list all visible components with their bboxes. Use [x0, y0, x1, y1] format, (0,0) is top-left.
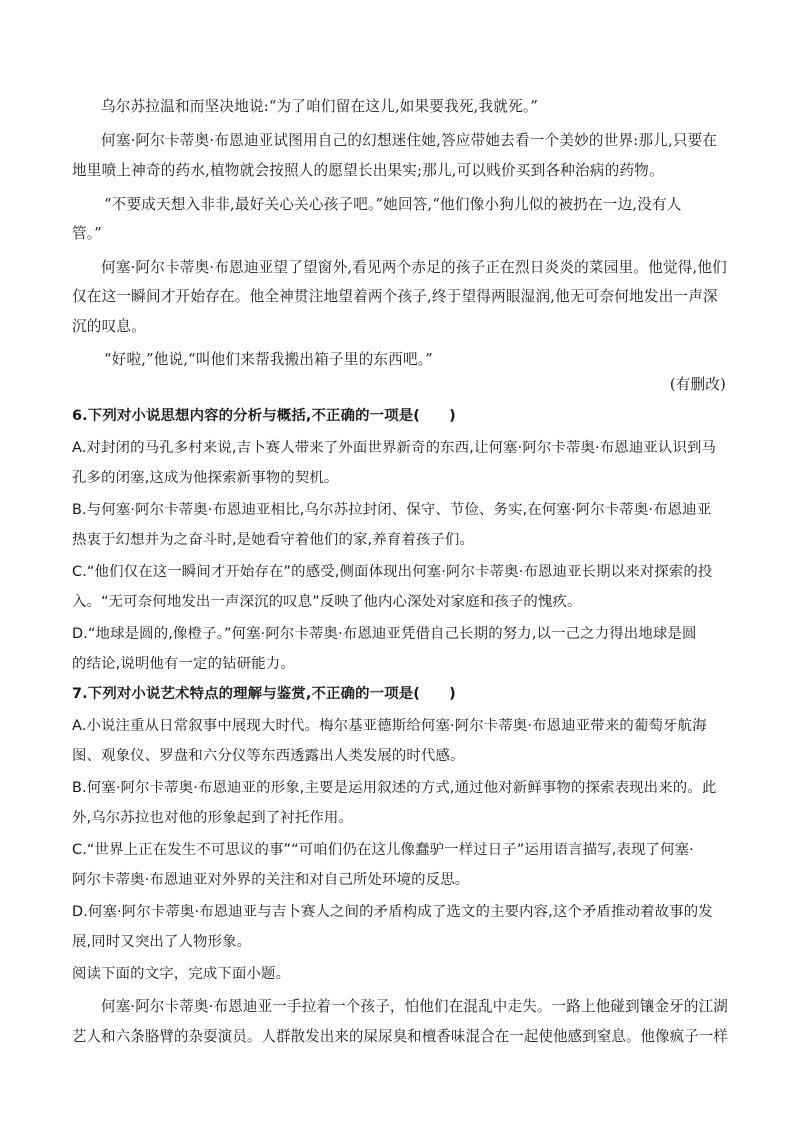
question-6-option-b-cont: 热衷于幻想并为之奋斗时,是她看守着他们的家,养育着孩子们。 [72, 532, 475, 548]
question-7-stem: 7.下列对小说艺术特点的理解与鉴赏,不正确的一项是( ) [72, 686, 456, 702]
question-7-option-a: A.小说注重从日常叙事中展现大时代。梅尔基亚德斯给何塞·阿尔卡蒂奥·布恩迪亚带来的葡萄牙航海 [72, 718, 707, 734]
story-paragraph-cont: 管。” [72, 225, 102, 242]
reading-instruction: 阅读下面的文字，完成下面小题。 [72, 966, 291, 982]
story-paragraph-cont: 沉的叹息。 [72, 318, 146, 335]
question-7-option-a-cont: 图、观象仪、罗盘和六分仪等东西透露出人类发展的时代感。 [72, 748, 465, 764]
question-6-option-c-cont: 入。“无可奈何地发出一声深沉的叹息”反映了他内心深处对家庭和孩子的愧疚。 [72, 594, 582, 610]
story-paragraph: 何塞·阿尔卡蒂奥·布恩迪亚试图用自己的幻想迷住她,答应带她去看一个美妙的世界:那儿,只要在 [101, 132, 718, 149]
question-7-option-d-cont: 展,同时又突出了人物形象。 [72, 934, 252, 950]
story-paragraph: 乌尔苏拉温和而坚决地说:“为了咱们留在这儿,如果要我死,我就死。” [101, 98, 539, 115]
story-paragraph-cont: 地里喷上神奇的药水,植物就会按照人的愿望长出果实;那儿,可以贱价买到各种治病的药物。 [72, 162, 664, 179]
question-6-option-a-cont: 孔多的闭塞,这成为他探索新事物的契机。 [72, 470, 339, 486]
story-paragraph-cont: 艺人和六条胳臂的杂耍演员。人群散发出来的屎尿臭和檀香味混合在一起使他感到窒息。他像疯子一样 [72, 1028, 729, 1045]
story-paragraph: “不要成天想入非非,最好关心关心孩子吧。”她回答,“他们像小狗儿似的被扔在一边,没有人 [104, 196, 682, 213]
question-7-option-b: B.何塞·阿尔卡蒂奥·布恩迪亚的形象,主要是运用叙述的方式,通过他对新鲜事物的探索表现出来的。此 [72, 780, 717, 796]
edit-note: (有删改) [669, 376, 726, 393]
question-6-stem: 6.下列对小说思想内容的分析与概括,不正确的一项是( ) [72, 408, 456, 424]
question-7-option-b-cont: 外,乌尔苏拉也对他的形象起到了衬托作用。 [72, 810, 353, 826]
story-paragraph-cont: 仅在这一瞬间才开始存在。他全神贯注地望着两个孩子,终于望得两眼湿润,他无可奈何地发出一声深 [72, 288, 718, 305]
question-7-option-d: D.何塞·阿尔卡蒂奥·布恩迪亚与吉卜赛人之间的矛盾构成了选文的主要内容,这个矛盾推动着故事的发 [72, 904, 713, 920]
question-7-option-c: C.“世界上正在发生不可思议的事”“可咱们仍在这儿像蠢驴一样过日子”运用语言描写,表现了何塞· [72, 842, 694, 858]
question-6-option-d: D.“地球是圆的,像橙子。”何塞·阿尔卡蒂奥·布恩迪亚凭借自己长期的努力,以一己之力得出地球是圆 [72, 626, 697, 642]
question-6-option-c: C.“他们仅在这一瞬间才开始存在”的感受,侧面体现出何塞·阿尔卡蒂奥·布恩迪亚长期以来对探索的投 [72, 564, 713, 580]
story-paragraph: “好啦,”他说,“叫他们来帮我搬出箱子里的东西吧。” [104, 351, 433, 368]
question-6-option-d-cont: 的结论,说明他有一定的钻研能力。 [72, 656, 295, 672]
story-paragraph: 何塞·阿尔卡蒂奥·布恩迪亚望了望窗外,看见两个赤足的孩子正在烈日炎炎的菜园里。他觉得,他们 [101, 259, 727, 276]
question-7-option-c-cont: 阿尔卡蒂奥·布恩迪亚对外界的关注和对自己所处环境的反思。 [72, 872, 470, 888]
question-6-option-a: A.对封闭的马孔多村来说,吉卜赛人带来了外面世界新奇的东西,让何塞·阿尔卡蒂奥·布恩迪亚认识到马 [72, 440, 717, 456]
story-paragraph: 何塞·阿尔卡蒂奥·布恩迪亚一手拉着一个孩子，怕他们在混乱中走失。一路上他碰到镶金牙的江湖 [101, 998, 728, 1015]
question-6-option-b: B.与何塞·阿尔卡蒂奥·布恩迪亚相比,乌尔苏拉封闭、保守、节俭、务实,在何塞·阿尔卡蒂奥·布恩迪亚 [72, 502, 712, 518]
